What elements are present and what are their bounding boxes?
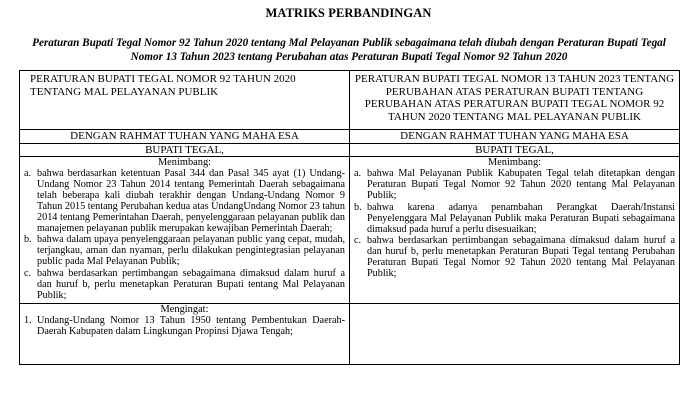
list-item [24, 169, 345, 234]
right-menimbang-label: Menimbang: [487, 157, 542, 168]
left-mengingat-list [24, 316, 345, 338]
list-item [24, 269, 345, 302]
document-subtitle: Peraturan Bupati Tegal Nomor 92 Tahun 2020 tentang Mal Pelayanan Publik sebagaimana telah diubah dengan Peraturan Bupati Tegal Nomor 13 Tahun 2023 tentang Perubahan atas Peraturan Bupati Tegal Nomor 92 Tahun 2020 [32, 37, 666, 63]
list-item [354, 236, 675, 280]
right-header: PERATURAN BUPATI TEGAL NOMOR 13 TAHUN 2023 TENTANG PERUBAHAN ATAS PERATURAN BUPATI TENTANG PERUBAHAN ATAS PERATURAN BUPATI TEGAL NOMOR 92 TAHUN 2020 TENTANG MAL PELAYANAN PUBLIK [350, 71, 680, 130]
item-text: bahwa dalam upaya penyelenggaraan pelayanan public yang cepat, mudah, terjangkau, aman dan nyaman, perlu dilakukan pengintegrasian pelayanan public pada Mal Pelayanan Publik; [37, 234, 345, 268]
right-mengingat-cell [350, 303, 680, 364]
left-menimbang-label: Menimbang: [157, 157, 212, 168]
header-row [20, 71, 680, 130]
list-item [354, 169, 675, 202]
right-menimbang-cell [350, 157, 680, 304]
left-official: BUPATI TEGAL, [20, 143, 350, 157]
left-menimbang-list [24, 169, 345, 302]
item-text: Undang-Undang Nomor 13 Tahun 1950 tentang Pembentukan Daerah-Daerah Kabupaten dalam Lingkungan Propinsi Djawa Tengah; [37, 314, 345, 337]
item-text: bahwa berdasarkan pertimbangan sebagaimana dimaksud dalam huruf a dan huruf b, perlu menetapkan Peraturan Bupati tentang Mal Pelayanan Publik; [37, 268, 345, 301]
right-menimbang-list [354, 169, 675, 280]
item-marker: b. [354, 201, 362, 213]
list-item [24, 235, 345, 268]
item-marker: 1. [24, 314, 32, 326]
left-mengingat-cell [20, 303, 350, 364]
list-item [354, 203, 675, 236]
list-item [24, 316, 345, 338]
right-official: BUPATI TEGAL, [350, 143, 680, 157]
item-marker: a. [354, 168, 362, 179]
item-marker: c. [24, 268, 32, 280]
right-opening: DENGAN RAHMAT TUHAN YANG MAHA ESA [350, 130, 680, 144]
official-row [20, 143, 680, 157]
comparison-table [19, 70, 680, 365]
item-marker: c. [354, 235, 362, 247]
item-marker: b. [24, 234, 32, 246]
document-title: MATRIKS PERBANDINGAN [265, 6, 432, 20]
item-marker: a. [24, 168, 32, 179]
left-mengingat-label: Mengingat: [160, 303, 209, 315]
item-text: bahwa berdasarkan ketentuan Pasal 344 dan Pasal 345 ayat (1) Undang-Undang Nomor 23 Tahun 2014 tentang Pemerintah Daerah sebagaimana telah beberapa kali diubah terakhir dengan Undang-Undang Nomor 9 Tahun 2015 tentang Perubahan kedua atas UndangUndang Nomor 23 tahun 2014 tentang Pemerintahan Daerah, penyelenggaraan pelayanan publik dan manajemen pelayanan publik merupakan kewajiban Pemerintah Daerah; [37, 168, 345, 234]
left-opening: DENGAN RAHMAT TUHAN YANG MAHA ESA [20, 130, 350, 144]
left-menimbang-cell [20, 157, 350, 304]
menimbang-row [20, 157, 680, 304]
item-text: bahwa Mal Pelayanan Publik Kabupaten Tegal telah ditetapkan dengan Peraturan Bupati Tegal Nomor 92 Tahun 2020 tentang Mal Pelayanan Publik; [367, 168, 675, 201]
left-header: PERATURAN BUPATI TEGAL NOMOR 92 TAHUN 2020 TENTANG MAL PELAYANAN PUBLIK [20, 71, 350, 130]
opening-row [20, 130, 680, 144]
item-text: bahwa berdasarkan pertimbangan sebagaimana dimaksud dalam huruf a dan huruf b, perlu menetapkan Peraturan Bupati Tegal tentang Perubahan Peraturan Bupati Tegal Nomor 92 Tahun 2020 tentang Mal Pelayanan Publik; [367, 235, 675, 280]
item-text: bahwa karena adanya penambahan Perangkat Daerah/Instansi Penyelenggara Mal Pelayanan Publik maka Peraturan Bupati sebagaimana dimaksud pada huruf a perlu disesuaikan; [367, 201, 675, 235]
mengingat-row [20, 303, 680, 364]
